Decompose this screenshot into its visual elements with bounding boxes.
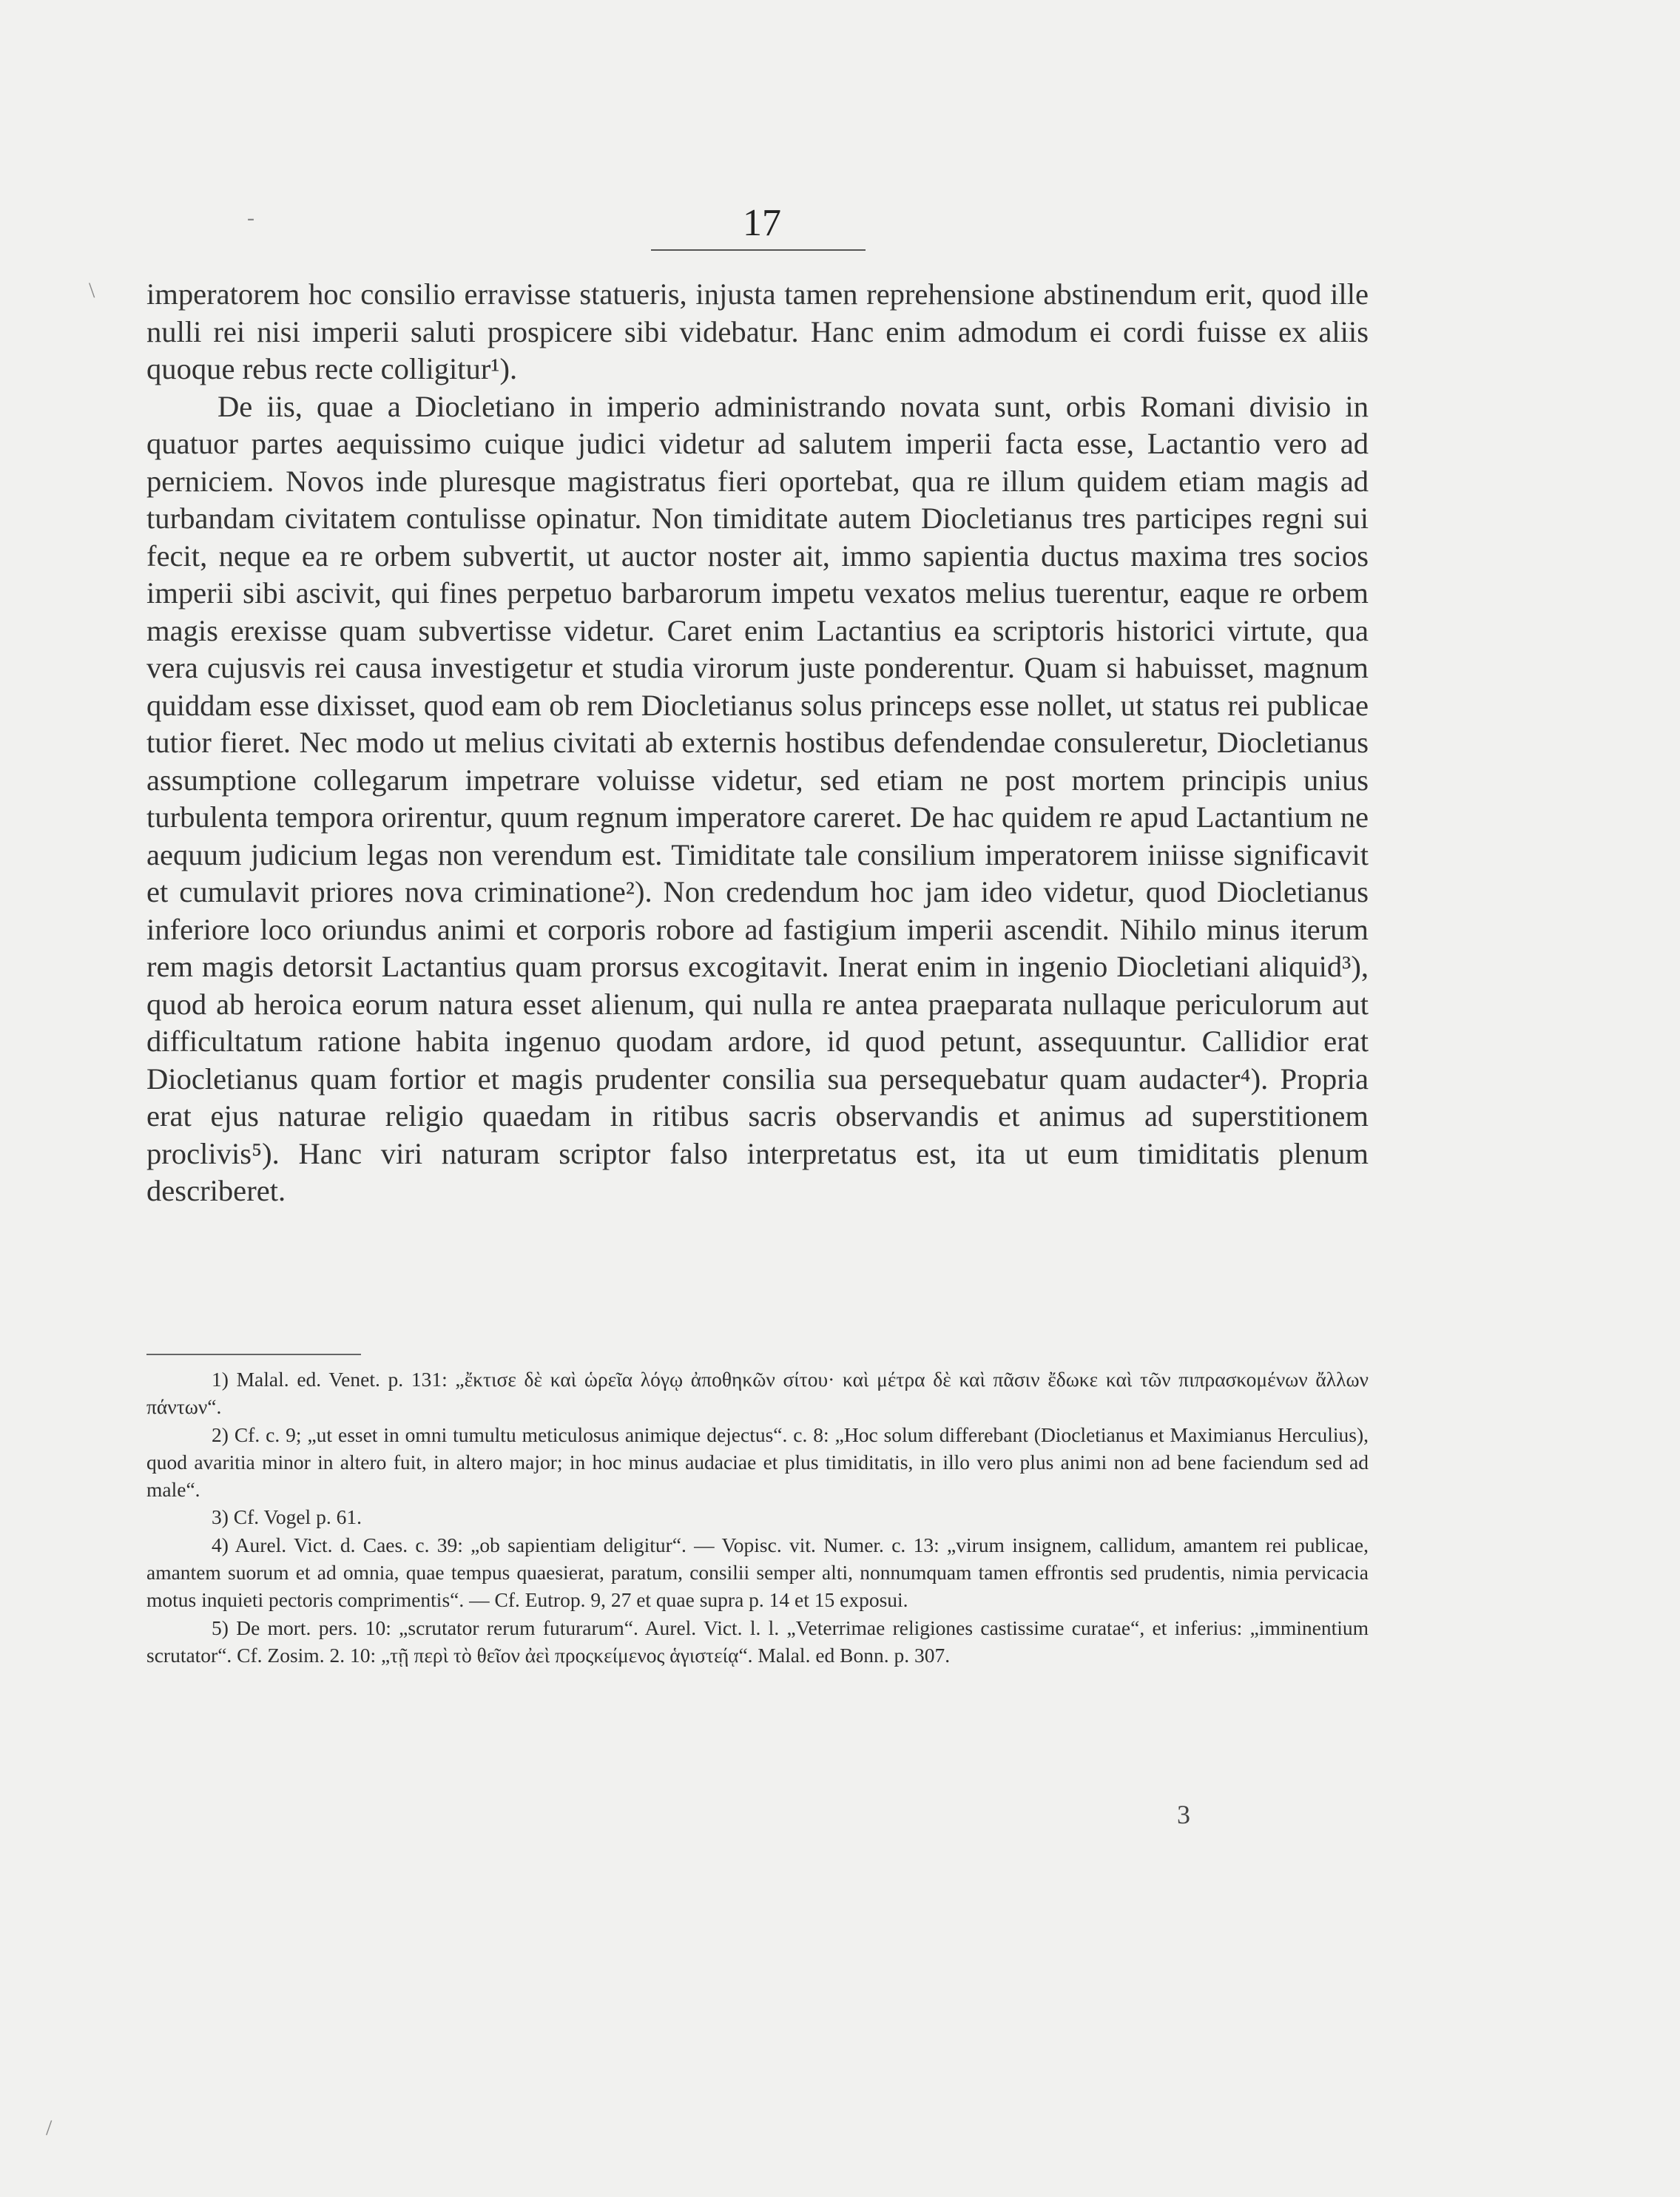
- main-text: [146, 276, 1369, 1210]
- paragraph: imperatorem hoc consilio erravisse statueris, injusta tamen reprehensione abstinendum erit, quod ille nulli rei nisi imperii saluti prospicere sibi videbatur. Hanc enim admodum ei cordi fuisse ex aliis quoque rebus recte colligitur¹).: [146, 277, 1369, 385]
- page-number: 17: [743, 202, 781, 244]
- footnote: 1) Malal. ed. Venet. p. 131: „ἔκτισε δὲ καὶ ὡρεῖα λόγῳ ἀποθηκῶν σίτου· καὶ μέτρα δὲ καὶ πᾶσιν ἔδωκε καὶ τῶν πιπρασκομένων ἄλλων πάντων“.: [146, 1368, 1369, 1419]
- paragraph: De iis, quae a Diocletiano in imperio administrando novata sunt, orbis Romani divisio in quatuor partes aequissimo cuique judici videtur ad salutem imperii facta esse, Lactantio vero ad perniciem. Novos inde pluresque magistratus fieri oportebat, qua re illum quidem etiam magis ad turbandam civitatem contulisse opinatur. Non timiditate autem Diocletianus tres participes regni sui fecit, neque ea re orbem subvertit, ut auctor noster ait, immo sapientia ductus maxima tres socios imperii sibi ascivit, qui fines perpetuo barbarorum impetu vexatos melius tuerentur, eaque re orbem magis erexisse quam subvertisse videtur. Caret enim Lactantius ea scriptoris historici virtute, qua vera cujusvis rei causa investigetur et studia virorum juste ponderentur. Quam si habuisset, magnum quiddam esse dixisset, quod eam ob rem Diocletianus solus princeps esse nollet, ut status rei publicae tutior fieret. Nec modo ut melius civitati ab externis hostibus defendendae consuleretur, Diocletianus assumptione collegarum impetrare voluisse videtur, sed etiam ne post mortem principis unius turbulenta tempora orirentur, quum regnum imperatore careret. De hac quidem re apud Lactantium ne aequum judicium legas non verendum est. Timiditate tale consilium imperatorem iniisse significavit et cumulavit priores nova criminatione²). Non credendum hoc jam ideo videtur, quod Diocletianus inferiore loco oriundus animi et corporis robore ad fastigium imperii ascendit. Nihilo minus iterum rem magis detorsit Lactantius quam prorsus excogitavit. Inerat enim in ingenio Diocletiani aliquid³), quod ab heroica eorum natura esset alienum, qui nulla re antea praeparata nullaque periculorum aut difficultatum ratione habita ingenuo quodam ardore, id quod petunt, assequuntur. Callidior erat Diocletianus quam fortior et magis prudenter consilia sua persequebatur quam audacter⁴). Propria erat ejus naturae religio quaedam in ritibus sacris observandis et animus ad superstitionem proclivis⁵). Hanc viri naturam scriptor falso interpretatus est, ita ut eum timiditatis plenum describeret.: [146, 389, 1369, 1207]
- margin-mark: /: [46, 2116, 53, 2140]
- footnote-rule: [146, 1354, 361, 1355]
- margin-mark: \: [89, 278, 95, 303]
- footnote: 2) Cf. c. 9; „ut esset in omni tumultu meticulosus animique dejectus“. c. 8: „Hoc solum differebant (Diocletianus et Maximianus Herculius), quod avaritia minor in altero fuit, in altero major; in hoc minus audaciae et plus timiditatis, in illo vero plus animi non ad bene faciendum sed ad male“.: [146, 1423, 1369, 1502]
- margin-mark: -: [247, 206, 254, 230]
- footnotes: [146, 1366, 1369, 1669]
- footnote: 5) De mort. pers. 10: „scrutator rerum futurarum“. Aurel. Vict. l. l. „Veterrimae religiones castissime curatae“, et inferius: „imminentium scrutator“. Cf. Zosim. 2. 10: „τῇ περὶ τὸ θεῖον ἀεὶ προςκείμενος ἁγιστείᾳ“. Malal. ed Bonn. p. 307.: [146, 1616, 1369, 1667]
- signature-mark: 3: [1177, 1800, 1190, 1829]
- header-rule: [651, 249, 866, 251]
- footnote: 4) Aurel. Vict. d. Caes. c. 39: „ob sapientiam deligitur“. — Vopisc. vit. Numer. c. 13: „virum insignem, callidum, amantem rei publicae, amantem suorum et ad omnia, quae tempus quaesierat, paratum, consilii semper alti, nonnumquam tamen effrontis sed prudentis, nimia pervicacia motus inquieti pectoris comprimentis“. — Cf. Eutrop. 9, 27 et quae supra p. 14 et 15 exposui.: [146, 1533, 1369, 1612]
- footnote: 3) Cf. Vogel p. 61.: [212, 1505, 362, 1529]
